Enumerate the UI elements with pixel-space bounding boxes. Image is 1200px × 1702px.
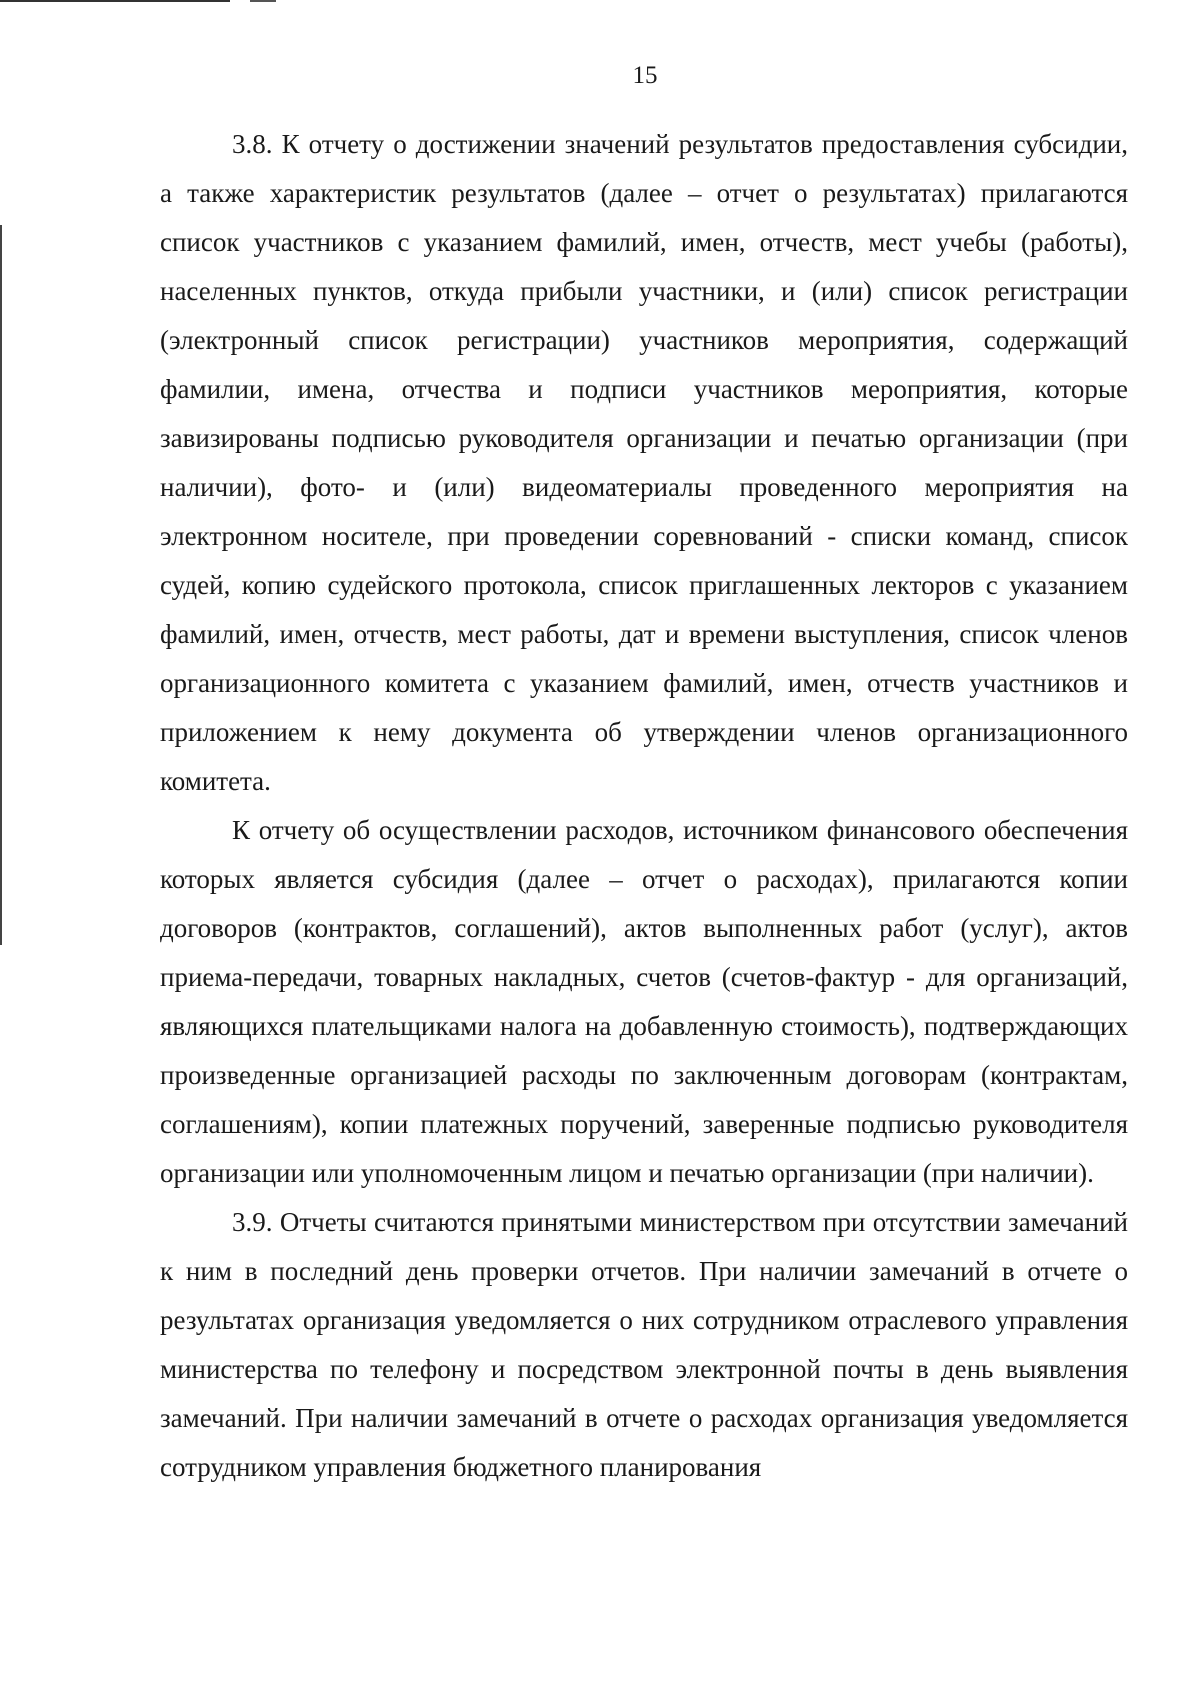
document-body — [160, 120, 1128, 1492]
scan-edge-mark — [250, 0, 276, 2]
scan-edge-mark — [0, 225, 2, 945]
scan-edge-mark — [0, 0, 230, 2]
page-number: 15 — [632, 62, 658, 89]
paragraph-3-8: 3.8. К отчету о достижении значений результатов предоставления субсидии, а также характеристик результатов (далее – отчет о результатах) прилагаются список участников с указанием фамилий, имен, отчеств, мест учебы (работы), населенных пунктов, откуда прибыли участники, и (или) список регистрации (электронный список регистрации) участников мероприятия, содержащий фамилии, имена, отчества и подписи участников мероприятия, которые завизированы подписью руководителя организации и печатью организации (при наличии), фото- и (или) видеоматериалы проведенного мероприятия на электронном носителе, при проведении соревнований - списки команд, список судей, копию судейского протокола, список приглашенных лекторов с указанием фамилий, имен, отчеств, мест работы, дат и времени выступления, список членов организационного комитета с указанием фамилий, имен, отчеств участников и приложением к нему документа об утверждении членов организационного комитета. — [160, 129, 1128, 796]
paragraph-expenses-report: К отчету об осуществлении расходов, источником финансового обеспечения которых является субсидия (далее – отчет о расходах), прилагаются копии договоров (контрактов, соглашений), актов выполненных работ (услуг), актов приема-передачи, товарных накладных, счетов (счетов-фактур - для организаций, являющихся плательщиками налога на добавленную стоимость), подтверждающих произведенные организацией расходы по заключенным договорам (контрактам, соглашениям), копии платежных поручений, заверенные подписью руководителя организации или уполномоченным лицом и печатью организации (при наличии). — [160, 815, 1128, 1188]
paragraph-3-9: 3.9. Отчеты считаются принятыми министерством при отсутствии замечаний к ним в последний день проверки отчетов. При наличии замечаний в отчете о результатах организация уведомляется о них сотрудником отраслевого управления министерства по телефону и посредством электронной почты в день выявления замечаний. При наличии замечаний в отчете о расходах организация уведомляется сотрудником управления бюджетного планирования — [160, 1207, 1128, 1482]
